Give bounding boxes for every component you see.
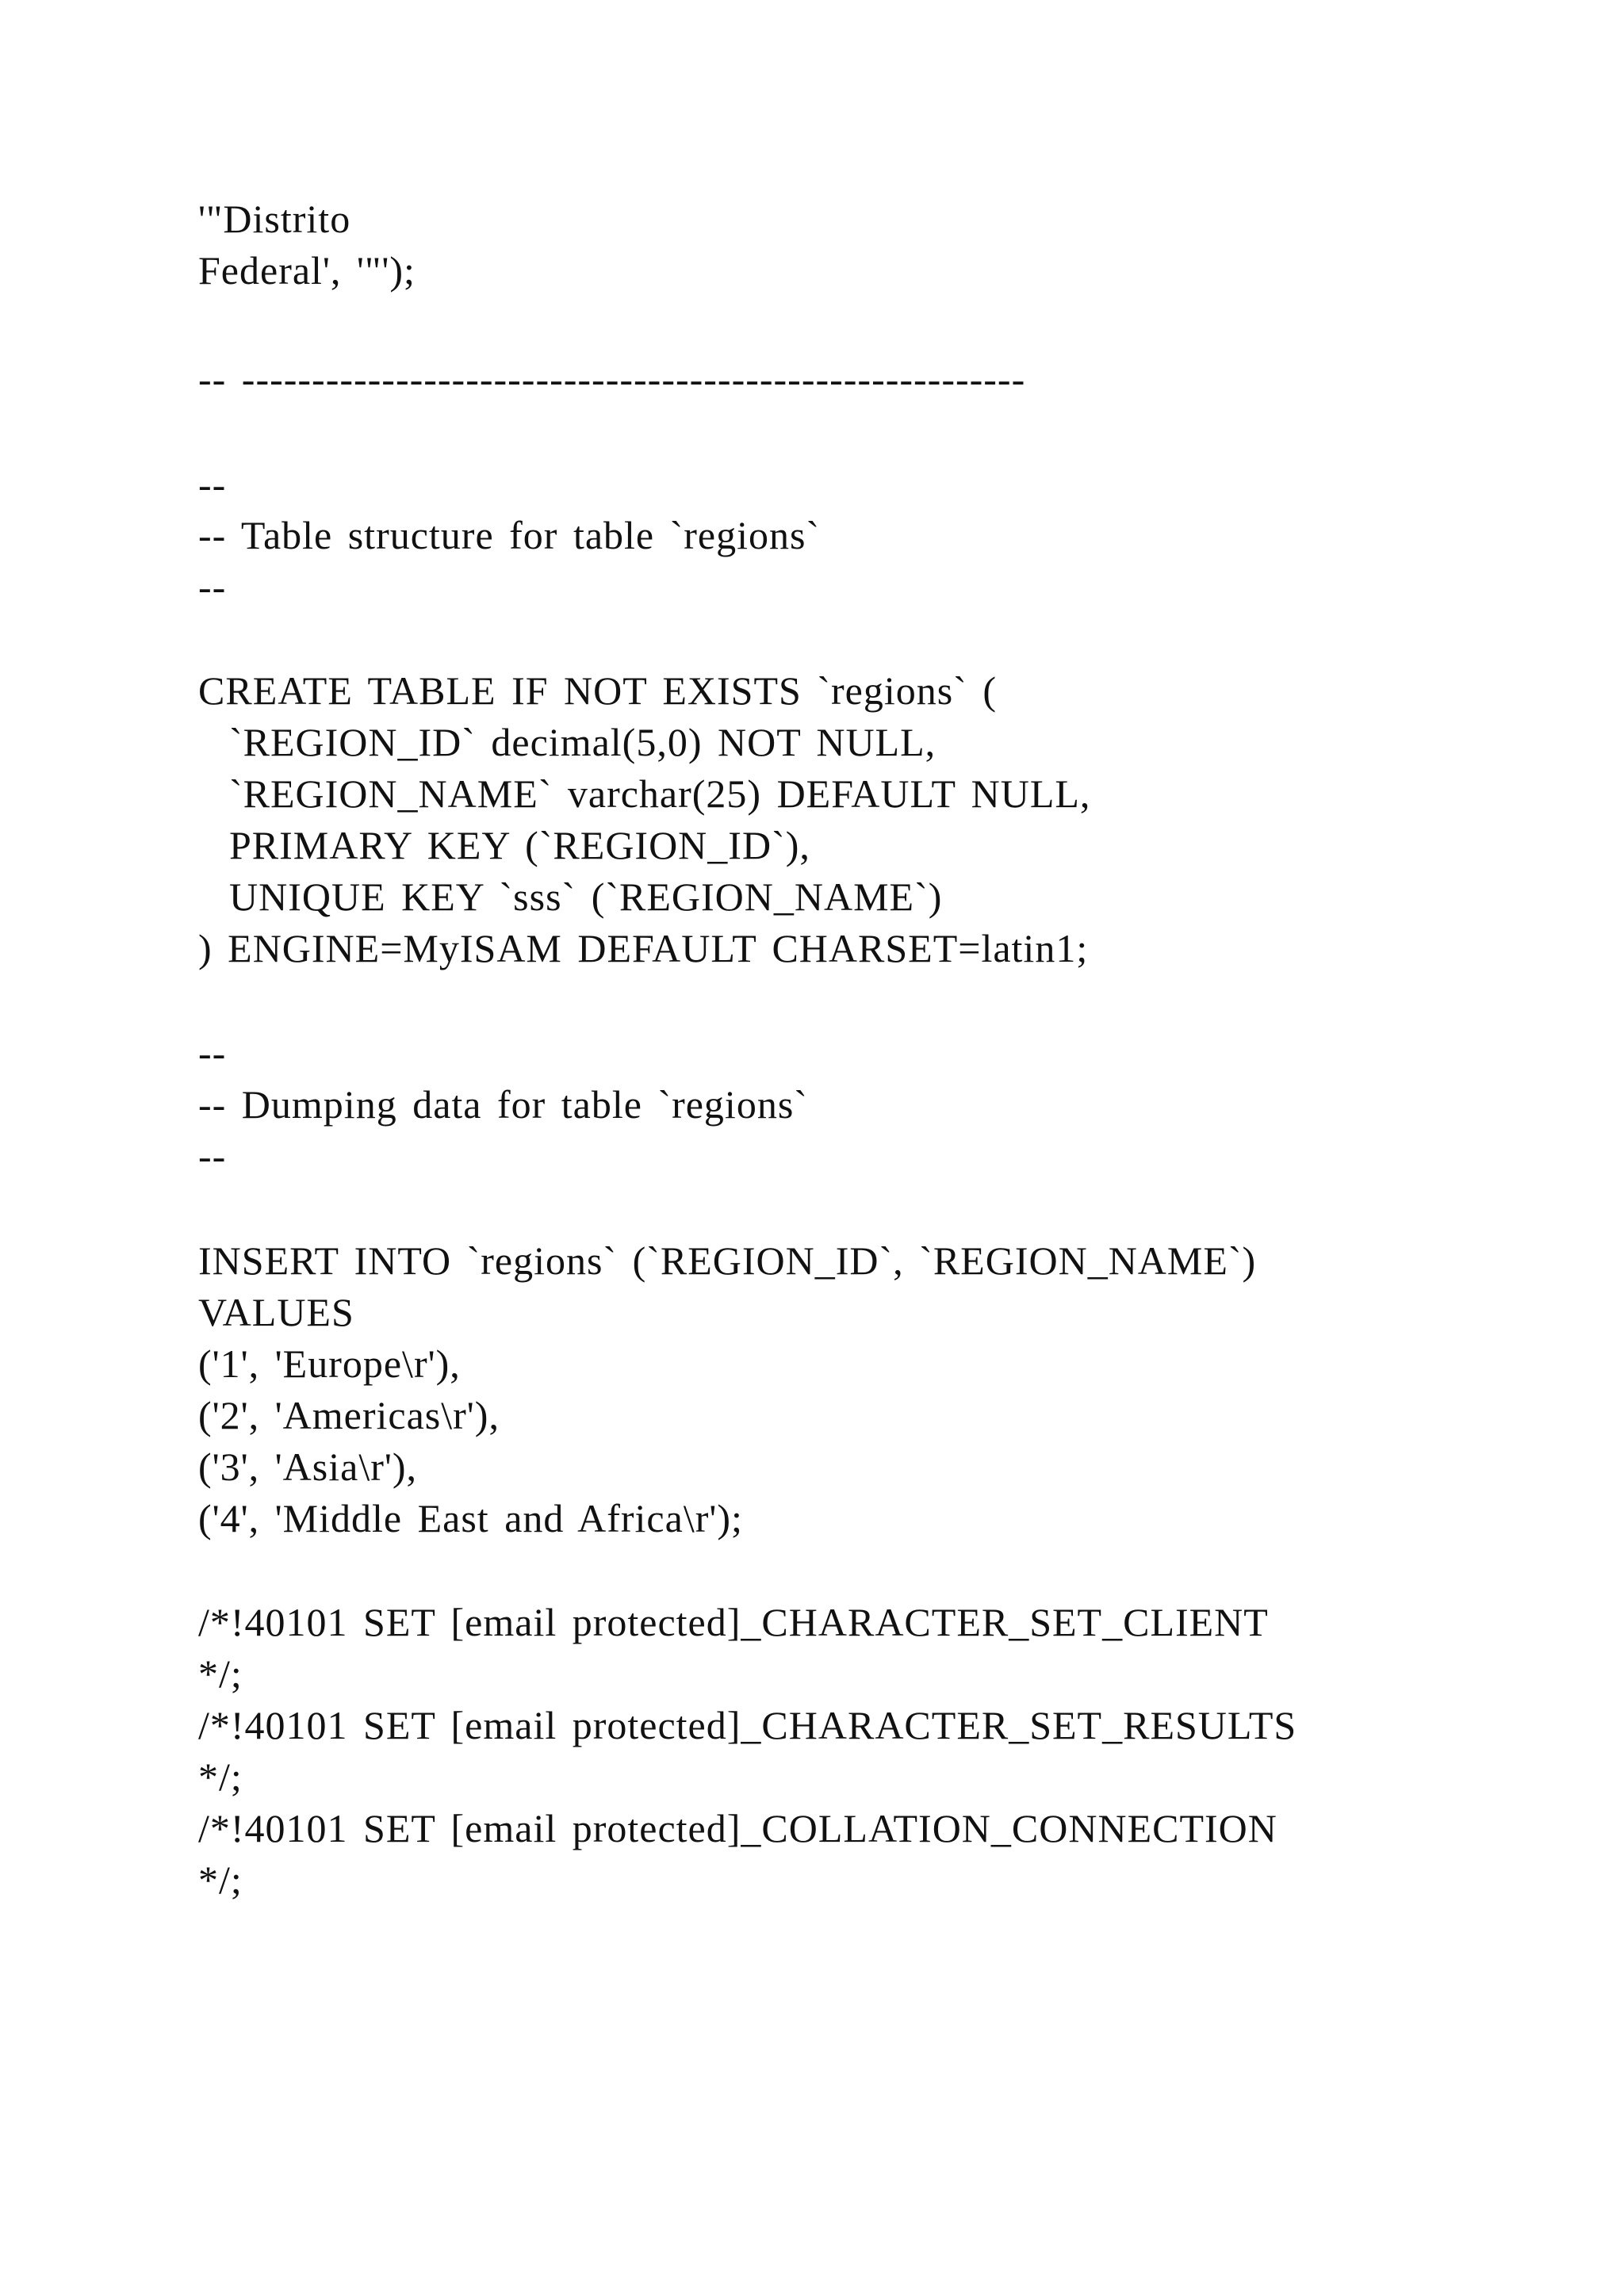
sql-line: ('1', 'Europe\r'), xyxy=(198,1341,461,1386)
sql-line: */; xyxy=(198,1651,243,1696)
comment-line: -- xyxy=(198,564,227,609)
sql-line: PRIMARY KEY (`REGION_ID`), xyxy=(198,823,810,867)
sql-line: */; xyxy=(198,1755,243,1799)
comment-line: -- xyxy=(198,1134,227,1178)
comment-line: -- xyxy=(198,1031,227,1075)
sql-line: INSERT INTO `regions` (`REGION_ID`, `REGION_NAME`) xyxy=(198,1238,1257,1283)
sql-line: CREATE TABLE IF NOT EXISTS `regions` ( xyxy=(198,668,997,713)
section-divider-line: -- -------------------------------------------------------- xyxy=(198,357,1026,401)
sql-line: `REGION_ID` decimal(5,0) NOT NULL, xyxy=(198,720,936,764)
sql-line: /*!40101 SET [email protected]_CHARACTER_SET_CLIENT xyxy=(198,1600,1269,1644)
sql-line: UNIQUE KEY `sss` (`REGION_NAME`) xyxy=(198,874,943,919)
text-line: Federal', '"'); xyxy=(198,248,416,293)
sql-line: ) ENGINE=MyISAM DEFAULT CHARSET=latin1; xyxy=(198,926,1089,970)
sql-line: /*!40101 SET [email protected]_COLLATION_CONNECTION xyxy=(198,1806,1277,1850)
sql-line: VALUES xyxy=(198,1290,354,1334)
sql-line: */; xyxy=(198,1858,243,1902)
sql-line: `REGION_NAME` varchar(25) DEFAULT NULL, xyxy=(198,771,1091,816)
comment-line: -- xyxy=(198,462,227,507)
text-line: '"Distrito xyxy=(198,197,351,241)
sql-line: /*!40101 SET [email protected]_CHARACTER_SET_RESULTS xyxy=(198,1703,1297,1747)
comment-line: -- Table structure for table `regions` xyxy=(198,513,821,557)
sql-line: ('3', 'Asia\r'), xyxy=(198,1445,418,1489)
sql-line: ('4', 'Middle East and Africa\r'); xyxy=(198,1496,743,1540)
comment-line: -- Dumping data for table `regions` xyxy=(198,1082,808,1127)
sql-line: ('2', 'Americas\r'), xyxy=(198,1393,500,1437)
